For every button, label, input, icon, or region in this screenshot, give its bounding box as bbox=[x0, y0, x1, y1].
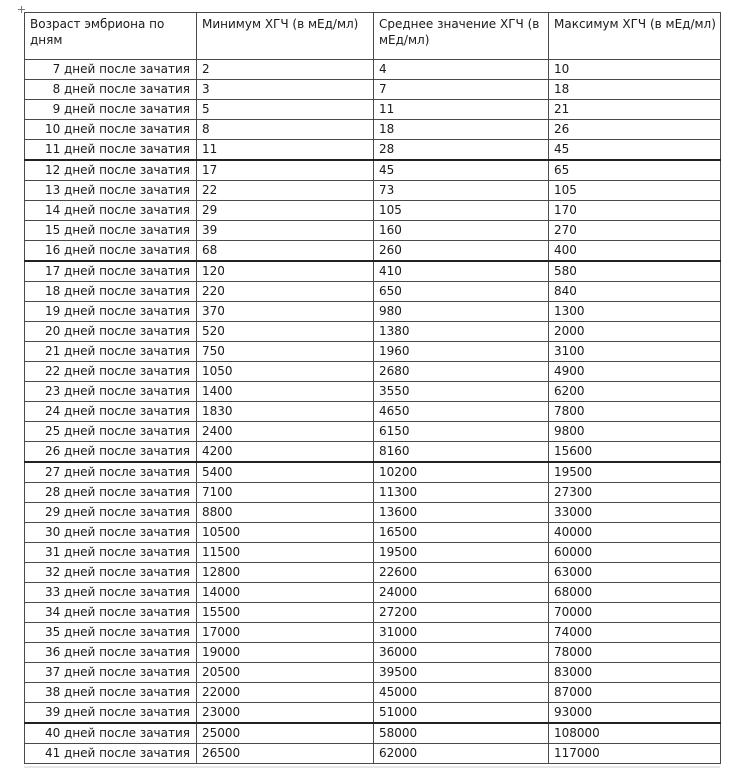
table-row bbox=[25, 402, 721, 422]
cell-avg-hcg: 73 bbox=[374, 181, 549, 201]
cell-embryo-age: 8 дней после зачатия bbox=[25, 80, 197, 100]
cell-max-hcg: 400 bbox=[549, 241, 721, 262]
cell-embryo-age: 15 дней после зачатия bbox=[25, 221, 197, 241]
table-row bbox=[25, 201, 721, 221]
cell-max-hcg: 74000 bbox=[549, 623, 721, 643]
table-row bbox=[25, 663, 721, 683]
cell-embryo-age: 40 дней после зачатия bbox=[25, 723, 197, 744]
header-avg-hcg: Среднее значение ХГЧ (в мЕд/мл) bbox=[374, 13, 549, 60]
cell-min-hcg: 20500 bbox=[197, 663, 374, 683]
cell-min-hcg: 8 bbox=[197, 120, 374, 140]
table-row bbox=[25, 221, 721, 241]
cell-max-hcg: 68000 bbox=[549, 583, 721, 603]
table-header-row bbox=[25, 13, 721, 60]
table-row bbox=[25, 603, 721, 623]
cell-min-hcg: 39 bbox=[197, 221, 374, 241]
cell-min-hcg: 8800 bbox=[197, 503, 374, 523]
cell-embryo-age: 29 дней после зачатия bbox=[25, 503, 197, 523]
table-row bbox=[25, 422, 721, 442]
table-row bbox=[25, 723, 721, 744]
cell-embryo-age: 38 дней после зачатия bbox=[25, 683, 197, 703]
table-row bbox=[25, 100, 721, 120]
cell-min-hcg: 750 bbox=[197, 342, 374, 362]
cell-max-hcg: 27300 bbox=[549, 483, 721, 503]
cell-embryo-age: 25 дней после зачатия bbox=[25, 422, 197, 442]
cell-embryo-age: 30 дней после зачатия bbox=[25, 523, 197, 543]
table-row bbox=[25, 442, 721, 463]
table-row bbox=[25, 503, 721, 523]
cell-avg-hcg: 58000 bbox=[374, 723, 549, 744]
table-row bbox=[25, 744, 721, 764]
cell-embryo-age: 14 дней после зачатия bbox=[25, 201, 197, 221]
cell-avg-hcg: 11300 bbox=[374, 483, 549, 503]
cell-max-hcg: 4900 bbox=[549, 362, 721, 382]
page-edge-divider bbox=[24, 766, 720, 768]
table-row bbox=[25, 342, 721, 362]
header-min-hcg: Минимум ХГЧ (в мЕд/мл) bbox=[197, 13, 374, 60]
table-row bbox=[25, 382, 721, 402]
cell-embryo-age: 18 дней после зачатия bbox=[25, 282, 197, 302]
header-max-hcg: Максимум ХГЧ (в мЕд/мл) bbox=[549, 13, 721, 60]
cell-min-hcg: 2 bbox=[197, 60, 374, 80]
cell-min-hcg: 10500 bbox=[197, 523, 374, 543]
cell-min-hcg: 2400 bbox=[197, 422, 374, 442]
cell-embryo-age: 26 дней после зачатия bbox=[25, 442, 197, 463]
cell-embryo-age: 13 дней после зачатия bbox=[25, 181, 197, 201]
cell-min-hcg: 22000 bbox=[197, 683, 374, 703]
cell-max-hcg: 40000 bbox=[549, 523, 721, 543]
cell-embryo-age: 21 дней после зачатия bbox=[25, 342, 197, 362]
cell-avg-hcg: 36000 bbox=[374, 643, 549, 663]
table-row bbox=[25, 322, 721, 342]
cell-embryo-age: 36 дней после зачатия bbox=[25, 643, 197, 663]
table-row bbox=[25, 623, 721, 643]
cell-min-hcg: 12800 bbox=[197, 563, 374, 583]
table-row bbox=[25, 302, 721, 322]
cell-min-hcg: 68 bbox=[197, 241, 374, 262]
cell-min-hcg: 1400 bbox=[197, 382, 374, 402]
cell-avg-hcg: 10200 bbox=[374, 462, 549, 483]
cell-min-hcg: 17000 bbox=[197, 623, 374, 643]
cell-embryo-age: 12 дней после зачатия bbox=[25, 160, 197, 181]
cell-min-hcg: 5 bbox=[197, 100, 374, 120]
cell-avg-hcg: 160 bbox=[374, 221, 549, 241]
cell-max-hcg: 170 bbox=[549, 201, 721, 221]
cell-min-hcg: 520 bbox=[197, 322, 374, 342]
cell-avg-hcg: 19500 bbox=[374, 543, 549, 563]
cell-min-hcg: 120 bbox=[197, 261, 374, 282]
cell-avg-hcg: 28 bbox=[374, 140, 549, 161]
cell-max-hcg: 26 bbox=[549, 120, 721, 140]
cell-avg-hcg: 39500 bbox=[374, 663, 549, 683]
cell-avg-hcg: 45000 bbox=[374, 683, 549, 703]
cell-max-hcg: 10 bbox=[549, 60, 721, 80]
cell-avg-hcg: 2680 bbox=[374, 362, 549, 382]
cell-max-hcg: 60000 bbox=[549, 543, 721, 563]
cell-embryo-age: 34 дней после зачатия bbox=[25, 603, 197, 623]
cell-min-hcg: 15500 bbox=[197, 603, 374, 623]
cell-max-hcg: 7800 bbox=[549, 402, 721, 422]
cell-embryo-age: 16 дней после зачатия bbox=[25, 241, 197, 262]
cell-embryo-age: 41 дней после зачатия bbox=[25, 744, 197, 764]
table-row bbox=[25, 462, 721, 483]
header-embryo-age: Возраст эмбриона по дням bbox=[25, 13, 197, 60]
cell-embryo-age: 9 дней после зачатия bbox=[25, 100, 197, 120]
table-row bbox=[25, 80, 721, 100]
cell-avg-hcg: 260 bbox=[374, 241, 549, 262]
cell-max-hcg: 45 bbox=[549, 140, 721, 161]
cell-max-hcg: 108000 bbox=[549, 723, 721, 744]
cell-max-hcg: 270 bbox=[549, 221, 721, 241]
table-row bbox=[25, 140, 721, 161]
hcg-levels-table bbox=[24, 12, 721, 764]
cell-avg-hcg: 18 bbox=[374, 120, 549, 140]
cell-embryo-age: 23 дней после зачатия bbox=[25, 382, 197, 402]
cell-avg-hcg: 16500 bbox=[374, 523, 549, 543]
cell-min-hcg: 23000 bbox=[197, 703, 374, 724]
cell-max-hcg: 19500 bbox=[549, 462, 721, 483]
cell-embryo-age: 20 дней после зачатия bbox=[25, 322, 197, 342]
cell-max-hcg: 70000 bbox=[549, 603, 721, 623]
table-row bbox=[25, 583, 721, 603]
cell-embryo-age: 39 дней после зачатия bbox=[25, 703, 197, 724]
table-row bbox=[25, 362, 721, 382]
cell-avg-hcg: 7 bbox=[374, 80, 549, 100]
cell-max-hcg: 6200 bbox=[549, 382, 721, 402]
cell-embryo-age: 7 дней после зачатия bbox=[25, 60, 197, 80]
cell-max-hcg: 15600 bbox=[549, 442, 721, 463]
cell-min-hcg: 29 bbox=[197, 201, 374, 221]
cell-min-hcg: 22 bbox=[197, 181, 374, 201]
cell-avg-hcg: 1380 bbox=[374, 322, 549, 342]
cell-avg-hcg: 1960 bbox=[374, 342, 549, 362]
cell-max-hcg: 105 bbox=[549, 181, 721, 201]
cell-max-hcg: 2000 bbox=[549, 322, 721, 342]
cell-embryo-age: 27 дней после зачатия bbox=[25, 462, 197, 483]
cell-max-hcg: 1300 bbox=[549, 302, 721, 322]
table-row bbox=[25, 643, 721, 663]
cell-embryo-age: 33 дней после зачатия bbox=[25, 583, 197, 603]
cell-max-hcg: 840 bbox=[549, 282, 721, 302]
cell-embryo-age: 37 дней после зачатия bbox=[25, 663, 197, 683]
cell-embryo-age: 32 дней после зачатия bbox=[25, 563, 197, 583]
table-body bbox=[25, 60, 721, 764]
table-row bbox=[25, 523, 721, 543]
cell-max-hcg: 63000 bbox=[549, 563, 721, 583]
cell-embryo-age: 31 дней после зачатия bbox=[25, 543, 197, 563]
table-row bbox=[25, 241, 721, 262]
cell-max-hcg: 117000 bbox=[549, 744, 721, 764]
cell-embryo-age: 28 дней после зачатия bbox=[25, 483, 197, 503]
cell-avg-hcg: 27200 bbox=[374, 603, 549, 623]
cell-min-hcg: 25000 bbox=[197, 723, 374, 744]
cell-min-hcg: 11 bbox=[197, 140, 374, 161]
cell-avg-hcg: 4650 bbox=[374, 402, 549, 422]
table-row bbox=[25, 703, 721, 724]
cell-embryo-age: 10 дней после зачатия bbox=[25, 120, 197, 140]
cell-max-hcg: 93000 bbox=[549, 703, 721, 724]
table-row bbox=[25, 483, 721, 503]
cell-min-hcg: 5400 bbox=[197, 462, 374, 483]
cell-avg-hcg: 105 bbox=[374, 201, 549, 221]
cell-min-hcg: 1050 bbox=[197, 362, 374, 382]
cell-avg-hcg: 51000 bbox=[374, 703, 549, 724]
cell-min-hcg: 3 bbox=[197, 80, 374, 100]
cell-embryo-age: 24 дней после зачатия bbox=[25, 402, 197, 422]
cell-embryo-age: 17 дней после зачатия bbox=[25, 261, 197, 282]
table-row bbox=[25, 181, 721, 201]
cell-max-hcg: 18 bbox=[549, 80, 721, 100]
cell-avg-hcg: 650 bbox=[374, 282, 549, 302]
cell-min-hcg: 370 bbox=[197, 302, 374, 322]
table-row bbox=[25, 282, 721, 302]
table-row bbox=[25, 120, 721, 140]
cell-avg-hcg: 3550 bbox=[374, 382, 549, 402]
cell-max-hcg: 9800 bbox=[549, 422, 721, 442]
cell-embryo-age: 35 дней после зачатия bbox=[25, 623, 197, 643]
table-row bbox=[25, 60, 721, 80]
cell-avg-hcg: 24000 bbox=[374, 583, 549, 603]
cell-avg-hcg: 11 bbox=[374, 100, 549, 120]
cell-min-hcg: 19000 bbox=[197, 643, 374, 663]
cell-max-hcg: 33000 bbox=[549, 503, 721, 523]
cell-embryo-age: 19 дней после зачатия bbox=[25, 302, 197, 322]
cell-embryo-age: 11 дней после зачатия bbox=[25, 140, 197, 161]
table-row bbox=[25, 683, 721, 703]
cell-max-hcg: 580 bbox=[549, 261, 721, 282]
cell-avg-hcg: 6150 bbox=[374, 422, 549, 442]
cell-max-hcg: 21 bbox=[549, 100, 721, 120]
cell-max-hcg: 65 bbox=[549, 160, 721, 181]
cell-min-hcg: 220 bbox=[197, 282, 374, 302]
cell-avg-hcg: 62000 bbox=[374, 744, 549, 764]
cell-avg-hcg: 13600 bbox=[374, 503, 549, 523]
cell-min-hcg: 17 bbox=[197, 160, 374, 181]
cell-max-hcg: 83000 bbox=[549, 663, 721, 683]
cell-avg-hcg: 410 bbox=[374, 261, 549, 282]
cell-min-hcg: 14000 bbox=[197, 583, 374, 603]
cell-avg-hcg: 980 bbox=[374, 302, 549, 322]
cell-min-hcg: 11500 bbox=[197, 543, 374, 563]
cell-max-hcg: 87000 bbox=[549, 683, 721, 703]
table-row bbox=[25, 160, 721, 181]
cell-min-hcg: 26500 bbox=[197, 744, 374, 764]
cell-min-hcg: 4200 bbox=[197, 442, 374, 463]
table-row bbox=[25, 261, 721, 282]
cell-max-hcg: 78000 bbox=[549, 643, 721, 663]
cell-avg-hcg: 22600 bbox=[374, 563, 549, 583]
cell-min-hcg: 1830 bbox=[197, 402, 374, 422]
cell-min-hcg: 7100 bbox=[197, 483, 374, 503]
cell-avg-hcg: 8160 bbox=[374, 442, 549, 463]
cell-embryo-age: 22 дней после зачатия bbox=[25, 362, 197, 382]
cell-avg-hcg: 45 bbox=[374, 160, 549, 181]
cell-avg-hcg: 31000 bbox=[374, 623, 549, 643]
cell-max-hcg: 3100 bbox=[549, 342, 721, 362]
table-row bbox=[25, 563, 721, 583]
cell-avg-hcg: 4 bbox=[374, 60, 549, 80]
table-row bbox=[25, 543, 721, 563]
